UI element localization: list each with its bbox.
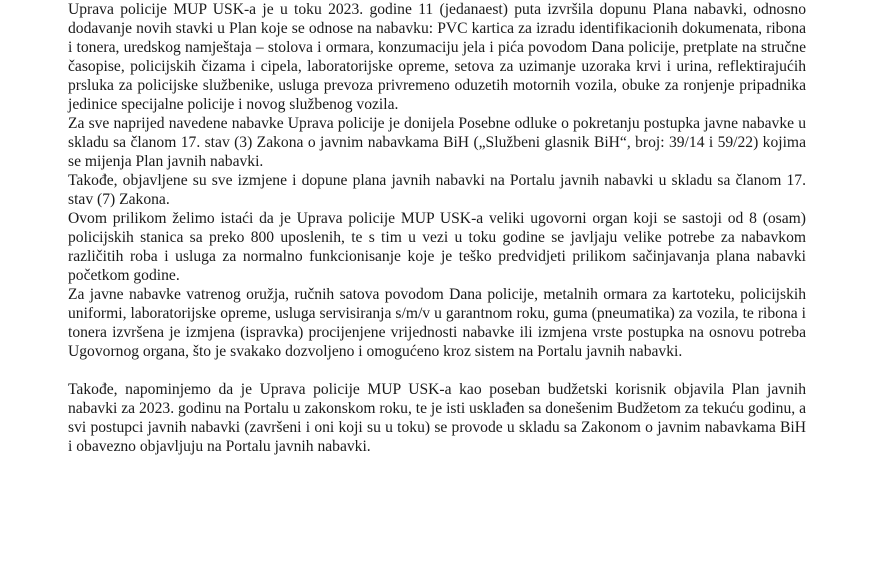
- paragraph-special-decisions: Za sve naprijed navedene nabavke Uprava policije je donijela Posebne odluke o pokretanju postupka javne nabavke u skladu sa članom 17. stav (3) Zakona o javnim nabavkama BiH („Službeni glasnik BiH“, broj: 39/14 i 59/22) kojima se mijenja Plan javnih nabavki.: [68, 115, 806, 170]
- paragraph-value-corrections: Za javne nabavke vatrenog oružja, ručnih satova povodom Dana policije, metalnih ormara za kartoteku, policijskih uniformi, laboratorijske opreme, usluga servisiranja s/m/v u garantnom roku, guma (pneumatika) za vozila, te ribona i tonera izvršena je izmjena (ispravka) procijenjene vrijednosti nabavke ili izmjena vrste postupka na osnovu potreba Ugovornog organa, što je svakako dozvoljeno i omogućeno kroz sistem na Portalu javnih nabavki.: [68, 286, 806, 360]
- paragraph-spacer: [68, 361, 806, 380]
- document-page: [68, 0, 806, 456]
- paragraph-plan-additions: Uprava policije MUP USK-a je u toku 2023. godine 11 (jedanaest) puta izvršila dopunu Plana nabavki, odnosno dodavanje novih stavki u Plan koje se odnose na nabavku: PVC kartica za izradu identifikacionih dokumenata, ribona i tonera, uredskog namještaja – stolova i ormara, konzumaciju jela i pića povodom Dana policije, pretplate na stručne časopise, policijskih čizama i cipela, laboratorijske opreme, setova za uzimanje uzoraka krvi i urina, reflektirajućih prsluka za policijske službenike, usluga prevoza privremeno oduzetih motornih vozila, obuke za ronjenje pripadnika jedinice specijalne policije i novog službenog vozila.: [68, 1, 806, 113]
- paragraph-budget-compliance: Takođe, napominjemo da je Uprava policije MUP USK-a kao poseban budžetski korisnik objavila Plan javnih nabavki za 2023. godinu na Portalu u zakonskom roku, te je isti usklađen sa donešenim Budžetom za tekuću godinu, a svi postupci javnih nabavki (završeni i oni koji su u toku) se provode u skladu sa Zakonom o javnim nabavkama BiH i obavezno objavljuju na Portalu javnih nabavki.: [68, 381, 806, 455]
- paragraph-portal-publication: Takođe, objavljene su sve izmjene i dopune plana javnih nabavki na Portalu javnih nabavki u skladu sa članom 17. stav (7) Zakona.: [68, 172, 806, 208]
- paragraph-contracting-authority: Ovom prilikom želimo istaći da je Uprava policije MUP USK-a veliki ugovorni organ koji se sastoji od 8 (osam) policijskih stanica sa preko 800 uposlenih, te s tim u vezi u toku godine se javljaju velike potrebe za nabavkom različitih roba i usluga za normalno funkcionisanje koje je teško predvidjeti prilikom sačinjavanja plana nabavki početkom godine.: [68, 210, 806, 284]
